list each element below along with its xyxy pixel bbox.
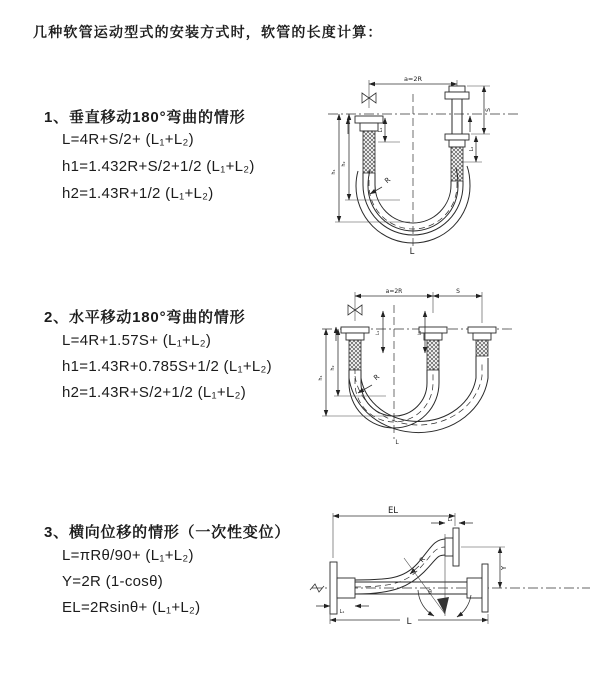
d3-dim-l2: [431, 517, 473, 523]
d1-label-l1: L₁: [378, 127, 384, 133]
d2-dimension-top: [355, 288, 482, 323]
section-1-formula-L: L=4R+S/2+ (L₁+L₂): [62, 131, 194, 148]
d3-label-l2: L₂: [447, 517, 453, 523]
section-2-formula-h1: h1=1.43R+0.785S+1/2 (L₁+L₂): [62, 358, 272, 375]
d3-dim-el: [333, 506, 455, 558]
d3-label-r: R: [417, 555, 427, 565]
d1-left-fitting: [348, 116, 383, 173]
d3-dim-l1: [316, 606, 369, 615]
section-2-formula-L: L=4R+1.57S+ (L₁+L₂): [62, 332, 212, 349]
d2-middle-fitting: [419, 327, 447, 370]
d2-label-h2: h₂: [330, 365, 336, 371]
d3-angle-theta: [404, 534, 471, 617]
d2-label-r: R: [372, 372, 382, 383]
d2-label-a2r: a=2R: [385, 288, 403, 295]
d2-label-l1: L₁: [376, 330, 381, 336]
d3-label-l: L: [406, 617, 412, 627]
d2-dim-l1: [375, 311, 383, 353]
d3-label-l1: L₁: [339, 609, 345, 615]
d3-label-el: EL: [387, 506, 399, 516]
page-title: 几种软管运动型式的安装方式时，软管的长度计算：: [33, 24, 383, 40]
d1-right-fitting: [445, 86, 470, 181]
section-1-formula-h2: h2=1.43R+1/2 (L₁+L₂): [62, 185, 214, 202]
d2-label-h1: h₁: [318, 375, 324, 381]
d1-label-a2r: a=2R: [403, 75, 423, 83]
d2-label-l2: L₂: [418, 330, 423, 336]
d1-label-s: S: [485, 108, 492, 112]
d2-hose-arcs: [349, 356, 488, 433]
d1-dim-r: [370, 176, 392, 194]
diagram-lateral-displacement: [300, 502, 595, 657]
d2-label-s: S: [456, 288, 460, 295]
d3-label-y: Y: [500, 565, 508, 571]
section-1-heading: 1、垂直移动180°弯曲的情形: [44, 109, 246, 126]
section-3-heading: 3、横向位移的情形（一次性变位）: [44, 524, 291, 541]
d3-displaced-hose: [355, 528, 459, 594]
d2-label-l: L: [395, 439, 399, 446]
section-3-formula-Y: Y=2R (1-cosθ): [62, 573, 164, 590]
section-1-formula-h1: h1=1.432R+S/2+1/2 (L₁+L₂): [62, 158, 255, 175]
d2-left-fitting: [336, 327, 369, 370]
d1-label-l: L: [409, 247, 415, 257]
d3-line-break-mark: [310, 584, 324, 592]
d2-right-fitting: [468, 327, 496, 356]
diagram-horizontal-180-bend: [308, 283, 593, 455]
d1-label-l2: L₂: [469, 146, 475, 152]
d3-left-flange: [330, 562, 355, 614]
diagram-vertical-180-bend: [312, 72, 597, 260]
section-3-formula-L: L=πRθ/90+ (L₁+L₂): [62, 547, 194, 564]
d1-dim-s: [467, 86, 492, 134]
d3-dim-l: [330, 612, 488, 627]
section-3-formula-EL: EL=2Rsinθ+ (L₁+L₂): [62, 599, 201, 616]
d1-dimension-top: [369, 75, 457, 108]
d1-label-h1: h₁: [331, 169, 337, 175]
section-2-heading: 2、水平移动180°弯曲的情形: [44, 309, 246, 326]
d1-label-r: R: [383, 175, 393, 186]
d1-label-h2: h₂: [341, 161, 347, 167]
section-2-formula-h2: h2=1.43R+S/2+1/2 (L₁+L₂): [62, 384, 247, 401]
d3-label-theta: θ: [428, 589, 432, 596]
